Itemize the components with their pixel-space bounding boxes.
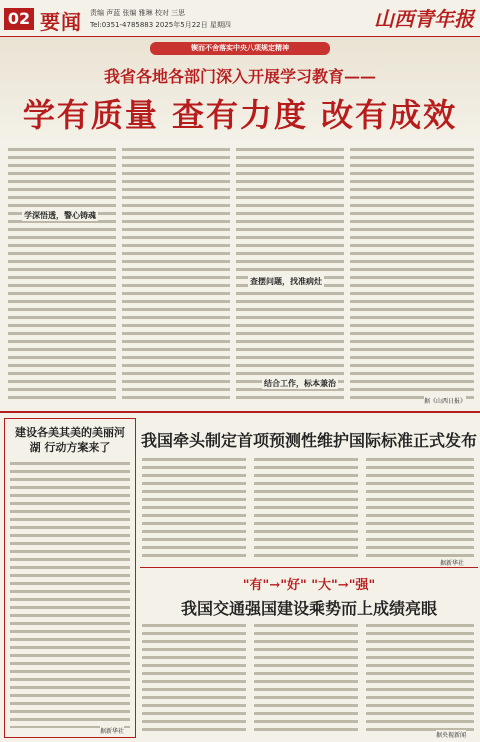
newspaper-logo: 山西青年报: [374, 7, 474, 31]
transport-story-column-2: [254, 622, 358, 736]
lead-byline: 据《山西日报》: [424, 398, 467, 405]
story-divider: [140, 567, 478, 568]
lead-column-3: [236, 146, 344, 404]
lead-column-1: [8, 146, 116, 404]
lead-subhead-2: 查摆问题，找准病灶: [250, 277, 322, 286]
lead-column-2: [122, 146, 230, 404]
river-lake-story-byline: 据新华社: [100, 728, 125, 735]
transport-story-byline: 据央视新闻: [436, 732, 467, 739]
standard-story-column-3: [366, 456, 474, 562]
lead-subtitle: 我省各地各部门深入开展学习教育——: [103, 67, 376, 86]
lead-subhead-3: 结合工作，标本兼治: [264, 379, 336, 388]
transport-story-column-1: [142, 622, 246, 736]
masthead: [0, 0, 480, 38]
section-divider: [0, 411, 480, 413]
date-line: Tel:0351-4785883 2025年5月22日 星期四: [90, 21, 231, 29]
lead-title: 学有质量 查有力度 改有成效: [22, 96, 458, 134]
lead-kicker: 锲而不舍落实中央八项规定精神: [150, 42, 330, 55]
river-lake-story-title: 建设各美其美的美丽河湖 行动方案来了: [15, 426, 125, 454]
editor-line: 责编 声蓝 张编 雅琳 校对 三思: [90, 9, 186, 17]
page-number: 02: [4, 8, 34, 30]
lead-column-4: [350, 146, 474, 404]
standard-story-column-1: [142, 456, 246, 562]
lead-subhead-1: 学深悟透，警心铸魂: [24, 211, 96, 220]
transport-story-column-3: [366, 622, 474, 736]
standard-story-byline: 据新华社: [440, 560, 465, 567]
river-lake-story-body: [10, 460, 130, 728]
standard-story-title: 我国牵头制定首项预测性维护国际标准正式发布: [140, 431, 477, 450]
section-name: 要闻: [40, 10, 82, 34]
standard-story-column-2: [254, 456, 358, 562]
transport-story-kicker: "有"→"好" "大"→"强": [242, 578, 376, 593]
transport-story-title: 我国交通强国建设乘势而上成绩亮眼: [180, 599, 437, 618]
